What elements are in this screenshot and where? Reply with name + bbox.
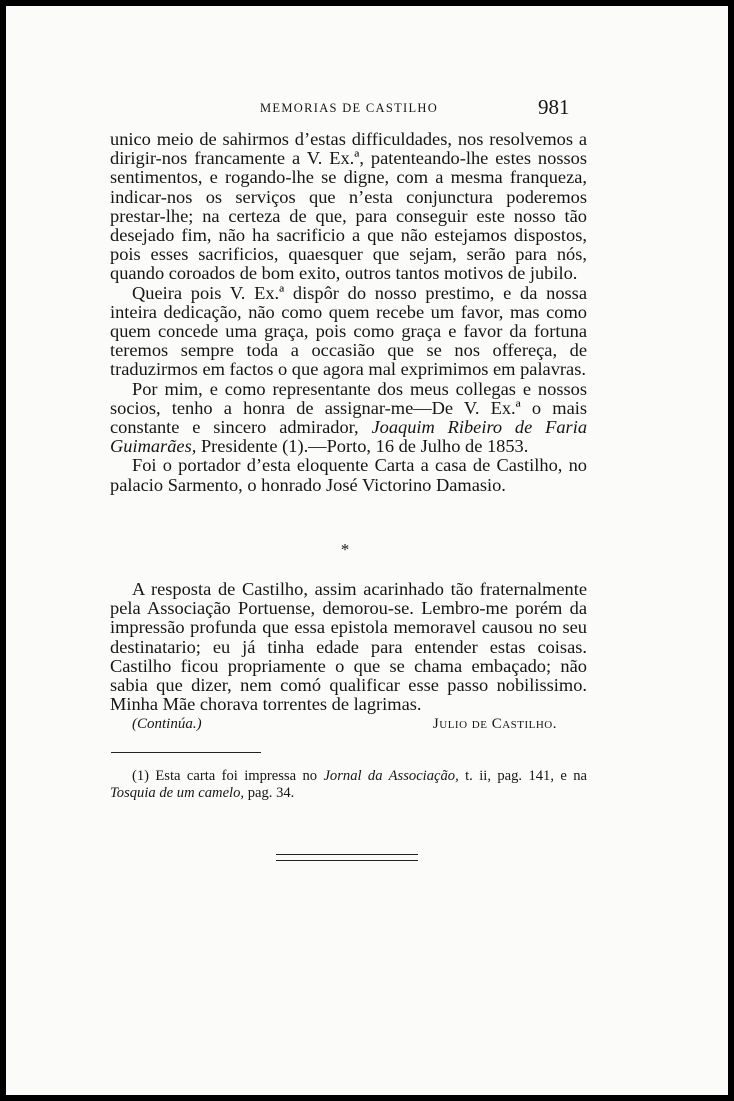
author-signature: Julio de Castilho. <box>432 716 557 732</box>
narrative-text <box>110 580 587 714</box>
paragraph-3 <box>110 380 587 457</box>
page-header <box>260 95 590 121</box>
footnote-text <box>110 768 587 802</box>
italic-run: Tosquia de um camelo, <box>110 785 245 801</box>
text-run: (1) Esta carta foi impressa no <box>132 768 324 784</box>
paragraph-1 <box>110 130 587 284</box>
text-run: Foi o portador d’esta eloquente Carta a casa de Castilho, no palacio Sarmento, o honrado José Victorino Damasio. <box>110 455 587 495</box>
letter-text <box>110 130 587 495</box>
page-number: 981 <box>538 95 570 119</box>
paragraph-2 <box>110 284 587 380</box>
footnote <box>110 768 587 802</box>
text-run: Por mim, e como representante dos meus collegas e nossos socios, tenho a honra de assignar-me—De V. Ex.ª o mais constante e sincero admirador, <box>110 378 587 438</box>
paragraph-4 <box>110 456 587 494</box>
text-run: t. ii, pag. 141, e na <box>458 768 587 784</box>
text-run: unico meio de sahirmos d’estas difficuldades, nos resolvemos a dirigir-nos francamente a V. Ex.ª, patenteando-lhe estes nossos sentimentos, e rogando-lhe se digne, com a mesma franqueza, indicar-nos os serviços que n’esta conjunctura poderemos prestar-lhe; na certeza de que, para conseguir este nosso tão desejado fim, não ha sacrificio a que não estejamos dispostos, pois esses sacrificios, quaesquer que sejam, serão para nós, quando coroados de bom exito, outros tantos motivos de jubilo. <box>110 129 587 284</box>
text-run: Queira pois V. Ex.ª dispôr do nosso prestimo, e da nossa inteira dedicação, não como quem recebe um favor, mas como quem concede uma graça, pois como graça e favor da fortuna teremos sempre toda a occasião que se nos offereça, de traduzirmos em factos o que agora mal exprimimos em palavras. <box>110 282 587 380</box>
italic-run: Joaquim Ribeiro de Faria Guimarães, <box>110 417 588 457</box>
footnote-rule <box>111 752 261 753</box>
italic-run: Jornal da Associação, <box>323 768 459 784</box>
section-separator: * <box>340 540 350 559</box>
paragraph-5: A resposta de Castilho, assim acarinhado tão fraternalmente pela Associação Portuense, demorou-se. Lembro-me porém da impressão profunda que essa epistola memoravel causou no seu destinatario; eu já tinha edade para entender estas coisas. Castilho ficou propriamente o que se chama embaçado; não sabia que dizer, nem comó qualificar esse passo nobilissimo. Minha Mãe chorava torrentes de lagrimas. <box>110 579 587 715</box>
text-run: pag. 34. <box>244 785 295 801</box>
signature-row <box>132 716 587 736</box>
end-double-rule <box>276 854 418 861</box>
text-run: Presidente (1).—Porto, 16 de Julho de 1853. <box>196 436 529 457</box>
running-title: MEMORIAS DE CASTILHO <box>260 101 439 115</box>
continued-note: (Continúa.) <box>132 716 202 732</box>
